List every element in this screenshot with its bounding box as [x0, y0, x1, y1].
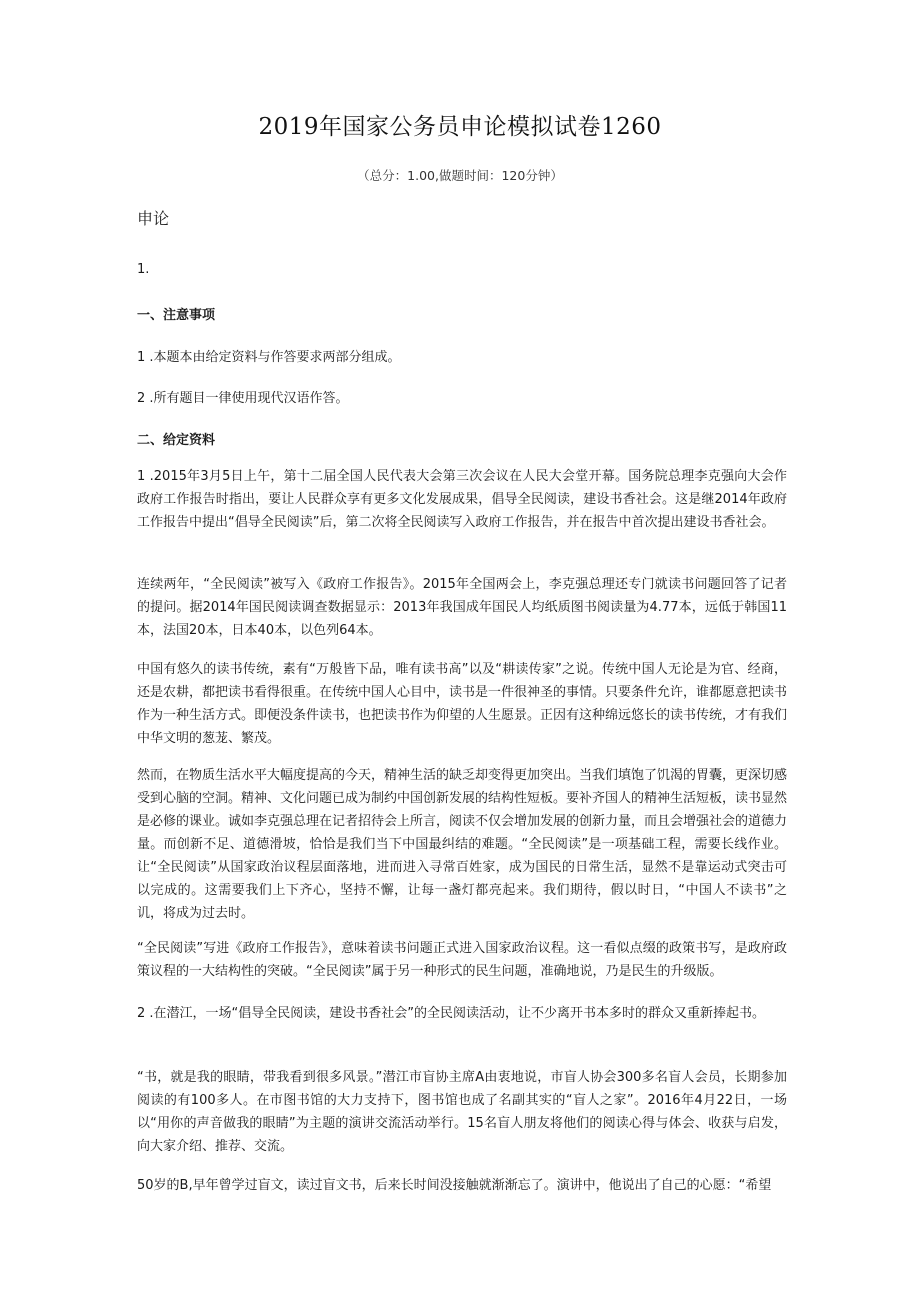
material-paragraph: 连续两年，“全民阅读”被写入《政府工作报告》。2015年全国两会上，李克强总理还专门就读书问题回答了记者的提问。据2014年国民阅读调查数据显示：2013年我国成年国民人均纸质图书阅读量为4.77本，远低于韩国11本，法国20本，日本40本，以色列64本。: [137, 577, 787, 638]
material-paragraph: 2 .在潜江，一场“倡导全民阅读，建设书香社会”的全民阅读活动，让不少离开书本多时的群众又重新捧起书。: [137, 1006, 766, 1021]
section-label: 申论: [137, 209, 170, 228]
heading-materials: 二、给定资料: [137, 433, 216, 448]
material-paragraph: 50岁的B,早年曾学过盲文，读过盲文书，后来长时间没接触就渐渐忘了。演讲中，他说出了自己的心愿：“希望: [137, 1178, 772, 1193]
material-paragraph: 然而，在物质生活水平大幅度提高的今天，精神生活的缺乏却变得更加突出。当我们填饱了饥渴的胃囊，更深切感受到心脑的空洞。精神、文化问题已成为制约中国创新发展的结构性短板。要补齐国人的精神生活短板，读书显然是必修的课业。诚如李克强总理在记者招待会上所言，阅读不仅会增加发展的创新力量，而且会增强社会的道德力量。而创新不足、道德滑坡，恰恰是我们当下中国最纠结的难题。“全民阅读”是一项基础工程，需要长线作业。让“全民阅读”从国家政治议程层面落地，进而进入寻常百姓家，成为国民的日常生活，显然不是靠运动式突击可以完成的。这需要我们上下齐心，坚持不懈，让每一盏灯都亮起来。我们期待，假以时日，“中国人不读书”之讥，将成为过去时。: [137, 768, 788, 921]
material-paragraph: 中国有悠久的读书传统，素有“万般皆下品，唯有读书高”以及“耕读传家”之说。传统中国人无论是为官、经商，还是农耕，都把读书看得很重。在传统中国人心目中，读书是一件很神圣的事情。只要条件允许，谁都愿意把读书作为一种生活方式。即便没条件读书，也把读书作为仰望的人生愿景。正因有这种绵远悠长的读书传统，才有我们中华文明的葱茏、繁茂。: [137, 662, 788, 746]
note-item-1: 1 .本题本由给定资料与作答要求两部分组成。: [137, 350, 401, 365]
exam-info: （总分：1.00,做题时间：120分钟）: [357, 168, 563, 183]
heading-notes: 一、注意事项: [137, 308, 216, 323]
question-number: 1.: [137, 262, 150, 277]
note-item-2: 2 .所有题目一律使用现代汉语作答。: [137, 391, 349, 406]
page-title: 2019年国家公务员申论模拟试卷1260: [258, 114, 662, 140]
material-paragraph: “书，就是我的眼睛，带我看到很多风景。”潜江市盲协主席A由衷地说，市盲人协会300多名盲人会员，长期参加阅读的有100多人。在市图书馆的大力支持下，图书馆也成了名副其实的“盲人之家”。2016年4月22日，一场以“用你的声音做我的眼睛”为主题的演讲交流活动举行。15名盲人朋友将他们的阅读心得与体会、收获与启发，向大家介绍、推荐、交流。: [137, 1070, 787, 1154]
material-paragraph: “全民阅读”写进《政府工作报告》，意味着读书问题正式进入国家政治议程。这一看似点缀的政策书写，是政府政策议程的一大结构性的突破。“全民阅读”属于另一种形式的民生问题，准确地说，乃是民生的升级版。: [137, 941, 787, 979]
material-paragraph: 1 .2015年3月5日上午，第十二届全国人民代表大会第三次会议在人民大会堂开幕。国务院总理李克强向大会作政府工作报告时指出，要让人民群众享有更多文化发展成果，倡导全民阅读，建设书香社会。这是继2014年政府工作报告中提出“倡导全民阅读”后，第二次将全民阅读写入政府工作报告，并在报告中首次提出建设书香社会。: [137, 469, 787, 530]
